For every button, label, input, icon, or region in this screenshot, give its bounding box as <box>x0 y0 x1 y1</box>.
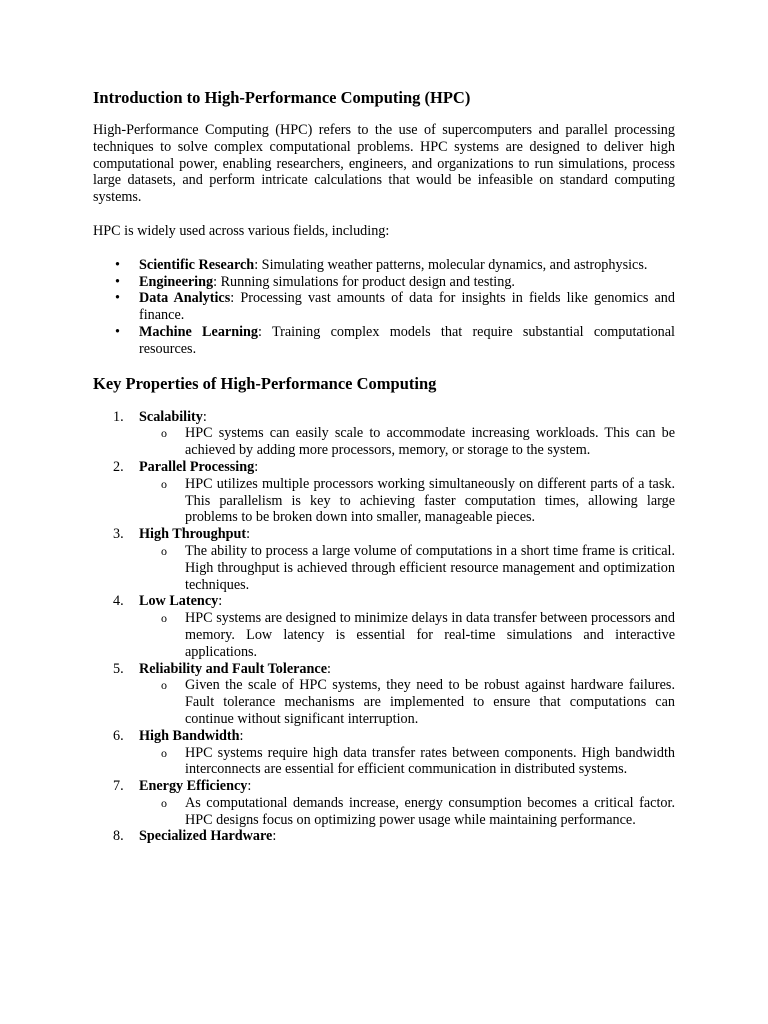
properties-list <box>93 409 675 846</box>
fields-intro: HPC is widely used across various fields, including: <box>93 222 390 239</box>
sub-list <box>139 795 675 829</box>
property-detail: HPC utilizes multiple processors working simultaneously on different parts of a task. This parallelism is key to achieving faster computation times, allowing large problems to be broken down into smaller, manageable pieces. <box>185 475 675 526</box>
property-item <box>93 409 675 459</box>
bullet-icon: • <box>115 290 120 307</box>
item-number: 7. <box>113 778 124 795</box>
circle-bullet-icon: o <box>161 795 167 810</box>
circle-bullet-icon: o <box>161 476 167 491</box>
field-term: Scientific Research <box>139 256 255 273</box>
properties-heading: Key Properties of High-Performance Computing <box>93 373 437 393</box>
colon: : <box>239 727 244 744</box>
property-term: High Bandwidth <box>139 727 240 744</box>
field-term: Machine Learning <box>139 323 259 340</box>
property-item <box>93 526 675 593</box>
property-term: Parallel Processing <box>139 458 255 475</box>
circle-bullet-icon: o <box>161 611 167 626</box>
sub-item <box>139 745 675 779</box>
colon: : <box>247 778 252 795</box>
property-detail: The ability to process a large volume of computations in a short time frame is critical. High throughput is achieved through efficient resource management and optimization techniques. <box>185 542 675 593</box>
sub-item <box>139 795 675 829</box>
sub-item <box>139 543 675 593</box>
colon: : <box>246 526 251 543</box>
sub-list <box>139 610 675 660</box>
colon: : <box>254 458 259 475</box>
document-content <box>93 88 675 845</box>
bullet-icon: • <box>115 256 120 273</box>
item-number: 4. <box>113 593 124 610</box>
property-item <box>93 828 675 845</box>
sub-list <box>139 425 675 459</box>
item-number: 8. <box>113 828 124 845</box>
colon: : <box>202 408 207 425</box>
property-item <box>93 661 675 728</box>
sub-list <box>139 476 675 526</box>
bullet-icon: • <box>115 323 120 340</box>
circle-bullet-icon: o <box>161 426 167 441</box>
field-term: Engineering <box>139 273 214 290</box>
field-desc: : Running simulations for product design and testing. <box>213 273 515 290</box>
sub-item <box>139 425 675 459</box>
property-term: Scalability <box>139 408 203 425</box>
circle-bullet-icon: o <box>161 745 167 760</box>
item-number: 5. <box>113 660 124 677</box>
colon: : <box>272 828 277 845</box>
property-term: Energy Efficiency <box>139 778 248 795</box>
item-number: 3. <box>113 526 124 543</box>
list-item <box>93 290 675 324</box>
field-desc: : Processing vast amounts of data for insights in fields like genomics and finance. <box>139 290 675 324</box>
property-item <box>93 459 675 526</box>
property-detail: HPC systems can easily scale to accommodate increasing workloads. This can be achieved by adding more processors, memory, or storage to the system. <box>185 425 675 459</box>
list-item <box>93 257 675 274</box>
field-desc: : Training complex models that require substantial computational resources. <box>139 323 675 357</box>
circle-bullet-icon: o <box>161 678 167 693</box>
property-detail: Given the scale of HPC systems, they need to be robust against hardware failures. Fault tolerance mechanisms are implemented to ensure that computations can continue without significant interruption. <box>185 677 675 727</box>
property-term: High Throughput <box>139 526 247 543</box>
property-item <box>93 778 675 828</box>
property-term: Low Latency <box>139 593 219 610</box>
sub-item <box>139 677 675 727</box>
item-number: 2. <box>113 458 124 475</box>
intro-paragraph: High-Performance Computing (HPC) refers to the use of supercomputers and parallel processing techniques to solve complex computational problems. HPC systems are designed to deliver high computational power, enabling researchers, engineers, and organizations to run simulations, process large datasets, and perform intricate calculations that would be infeasible on standard computing systems. <box>93 122 675 206</box>
property-item <box>93 728 675 778</box>
property-detail: As computational demands increase, energy consumption becomes a critical factor. HPC designs focus on optimizing power usage while maintaining performance. <box>185 794 675 828</box>
field-desc: : Simulating weather patterns, molecular dynamics, and astrophysics. <box>254 256 648 273</box>
circle-bullet-icon: o <box>161 543 167 558</box>
sub-list <box>139 677 675 727</box>
property-term: Reliability and Fault Tolerance <box>139 660 327 677</box>
property-term: Specialized Hardware <box>139 828 273 845</box>
fields-list <box>93 257 675 358</box>
property-item <box>93 593 675 660</box>
property-detail: HPC systems are designed to minimize delays in data transfer between processors and memory. Low latency is essential for real-time simulations and interactive applications. <box>185 610 675 660</box>
field-term: Data Analytics <box>139 290 231 307</box>
item-number: 6. <box>113 727 124 744</box>
intro-heading: Introduction to High-Performance Computing (HPC) <box>93 88 471 107</box>
bullet-icon: • <box>115 273 120 290</box>
sub-item <box>139 476 675 526</box>
colon: : <box>327 660 331 677</box>
item-number: 1. <box>113 408 124 425</box>
sub-list <box>139 543 675 593</box>
property-detail: HPC systems require high data transfer rates between components. High bandwidth interconnects are essential for efficient communication in distributed systems. <box>185 744 675 778</box>
sub-list <box>139 745 675 779</box>
list-item <box>93 274 675 291</box>
sub-item <box>139 610 675 660</box>
list-item <box>93 324 675 358</box>
colon: : <box>218 593 223 610</box>
